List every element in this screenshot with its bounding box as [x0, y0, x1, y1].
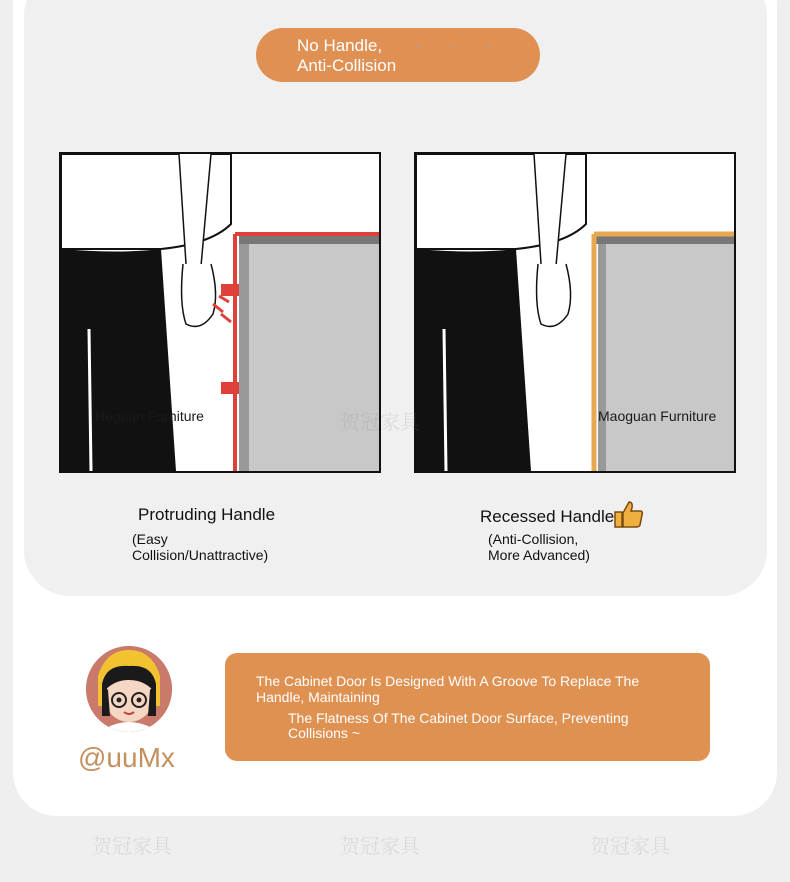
thumbs-up-icon	[614, 500, 644, 533]
decorative-dots: • • •	[416, 40, 506, 54]
recessed-handle-illustration	[414, 152, 736, 473]
watermark-bottom-center: 贺冠家具	[340, 836, 420, 858]
avatar	[86, 646, 172, 732]
watermark-bottom-left: 贺冠家具	[92, 836, 172, 858]
right-subtext: (Anti-Collision, More Advanced)	[488, 531, 590, 563]
left-heading: Protruding Handle	[138, 505, 276, 524]
watermark: 贺冠家具	[340, 412, 420, 434]
username: @uuMx	[78, 742, 175, 773]
watermark-bottom-right: 贺冠家具	[590, 836, 670, 858]
title-badge	[256, 28, 540, 82]
left-subtext: (Easy Collision/Unattractive)	[132, 531, 269, 563]
left-brand-label: Heguan Furniture	[95, 408, 204, 424]
description-box	[225, 653, 710, 761]
protruding-handle-illustration	[59, 152, 381, 473]
right-brand-label: Maoguan Furniture	[598, 408, 717, 424]
description-line-1: The Cabinet Door Is Designed With A Groove To Replace The Handle, Maintaining	[256, 673, 640, 705]
title-text: No Handle, Anti-Collision	[297, 36, 397, 75]
right-heading: Recessed Handle	[480, 507, 615, 526]
description-line-2: The Flatness Of The Cabinet Door Surface, Preventing Collisions ~	[288, 710, 629, 741]
